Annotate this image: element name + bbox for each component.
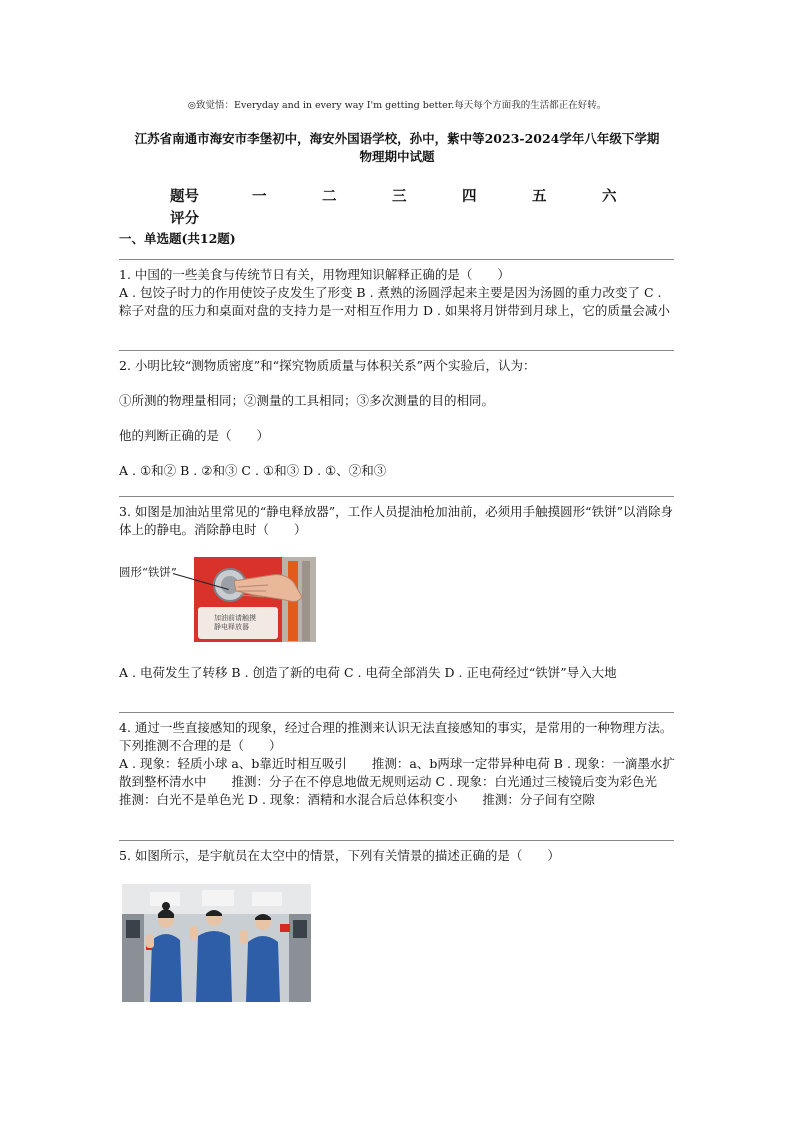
astronauts-photo bbox=[122, 884, 311, 1002]
question-stem: 5. 如图所示，是宇航员在太空中的情景，下列有关情景的描述正确的是（ ） bbox=[119, 848, 560, 863]
score-row-score bbox=[170, 206, 672, 228]
question-text: 他的判断正确的是（ ） bbox=[119, 428, 270, 443]
photo-label: 圆形“铁饼” bbox=[119, 565, 177, 579]
question-options: A . 电荷发生了转移 B . 创造了新的电荷 C . 电荷全部消失 D . 正电荷经过“铁饼”导入大地 bbox=[119, 665, 617, 680]
question-stem: 3. 如图是加油站里常见的“静电释放器”，工作人员提油枪加油前，必须用手触摸圆形“铁饼”以消除身体上的静电。消除静电时（ ） bbox=[119, 504, 673, 537]
header-motto: ◎致觉悟：Everyday and in every way I'm getting better.每天每个方面我的生活都正在好转。 bbox=[187, 100, 607, 111]
section-title: 一、单选题(共12题) bbox=[119, 231, 236, 246]
question-4 bbox=[119, 719, 682, 809]
score-row-header bbox=[170, 184, 672, 206]
question-stem: 2. 小明比较“测物质密度”和“探究物质质量与体积关系”两个实验后，认为： bbox=[119, 358, 536, 373]
question-stem: 4. 通过一些直接感知的现象，经过合理的推测来认识无法直接感知的事实，是常用的一种物理方法。下列推测不合理的是（ ） bbox=[119, 720, 673, 753]
score-cell-6: 六 bbox=[602, 187, 617, 205]
device-caption bbox=[214, 614, 256, 632]
divider bbox=[119, 496, 674, 497]
question-5 bbox=[119, 847, 675, 865]
score-table bbox=[170, 184, 672, 228]
exam-title-line1: 江苏省南通市海安市李堡初中，海安外国语学校，孙中，紫中等2023-2024学年八年级下学期 bbox=[134, 131, 660, 146]
question-3-options bbox=[119, 664, 675, 682]
divider bbox=[119, 712, 674, 713]
score-cell-1: 一 bbox=[252, 187, 267, 205]
question-1 bbox=[119, 266, 675, 320]
device-text: 静电释放器 bbox=[214, 623, 249, 631]
question-3 bbox=[119, 503, 675, 539]
question-options: A . ①和② B . ②和③ C . ①和③ D . ①、②和③ bbox=[119, 463, 387, 478]
score-cell-4: 四 bbox=[462, 187, 477, 205]
question-2 bbox=[119, 357, 675, 480]
score-cell-5: 五 bbox=[532, 187, 547, 205]
score-cell-2: 二 bbox=[322, 187, 337, 205]
question-options: A . 包饺子时力的作用使饺子皮发生了形变 B . 煮熟的汤圆浮起来主要是因为汤圆的重力改变了 C . 粽子对盘的压力和桌面对盘的支持力是一对相互作用力 D . 如果将月饼带到月球上，它的质量会减小 bbox=[119, 285, 670, 318]
score-row-label: 评分 bbox=[170, 209, 199, 227]
divider bbox=[119, 350, 674, 351]
question-options: A . 现象：轻质小球 a、b靠近时相互吸引 推测：a、b两球一定带异种电荷 B . 现象：一滴墨水扩散到整杯清水中 推测：分子在不停息地做无规则运动 C . 现象：白光通过三棱镜后变为彩色光 推测：白光不是单色光 D . 现象：酒精和水混合后总体积变小 推测：分子间有空隙 bbox=[119, 756, 682, 807]
device-text: 加油前请触摸 bbox=[214, 614, 256, 622]
score-cell-3: 三 bbox=[392, 187, 407, 205]
question-text: ①所测的物理量相同；②测量的工具相同；③多次测量的目的相同。 bbox=[119, 393, 495, 408]
question-stem: 1. 中国的一些美食与传统节日有关，用物理知识解释正确的是（ ） bbox=[119, 267, 510, 282]
exam-title-line2: 物理期中试题 bbox=[359, 149, 435, 164]
divider bbox=[119, 259, 674, 260]
divider bbox=[119, 840, 674, 841]
score-cell-label: 题号 bbox=[170, 187, 199, 205]
